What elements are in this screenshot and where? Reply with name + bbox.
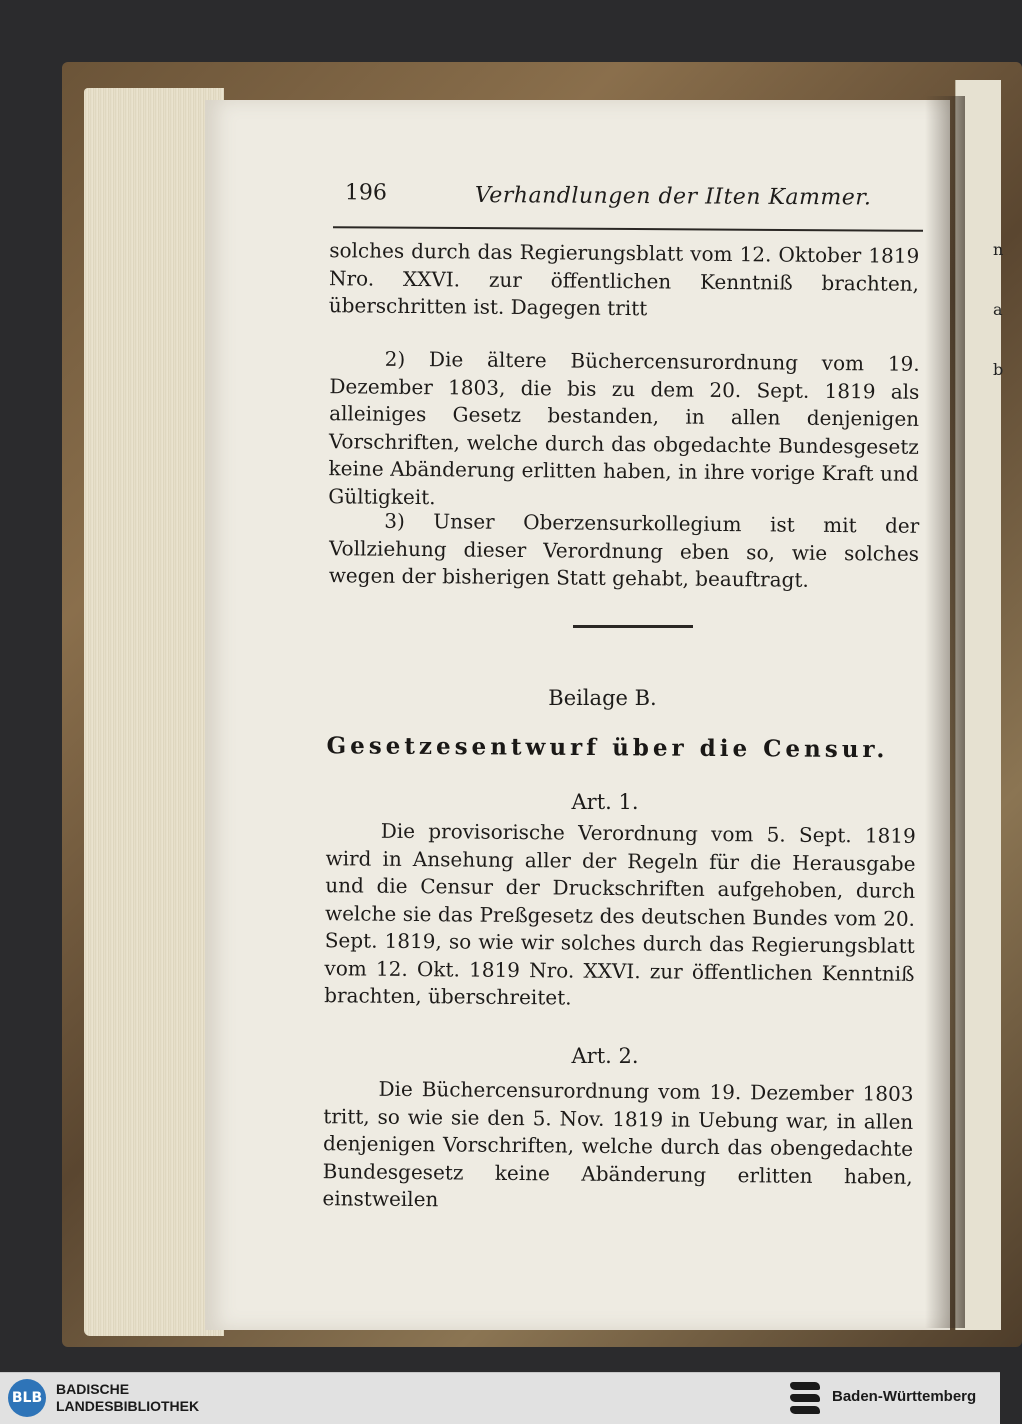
page-number: 196 [344, 180, 388, 206]
running-head: Verhandlungen der IIten Kammer. [474, 183, 872, 211]
header-rule [333, 226, 923, 232]
appendix-label: Beilage B. [548, 686, 657, 710]
library-name: BADISCHE LANDESBIBLIOTHEK [56, 1381, 200, 1414]
lion-icon [790, 1382, 820, 1390]
page-header [335, 180, 925, 211]
item-3-paragraph: 3) Unser Oberzensurkollegium ist mit der Vollziehung dieser Verordnung eben so, wie solches wegen der bisherigen Statt gehabt, beauftragt. [328, 508, 920, 592]
item-2-paragraph: 2) Die ältere Büchercensurordnung vom 19. Dezember 1803, die bis zu dem 20. Sept. 1819 als alleiniges Gesetz bestanden, in allen denjenigen Vorschriften, welche durch das obgedachte Bundesgesetz keine Abänderung erlitten haben, in ihre vorige Kraft und Gültigkeit. [328, 346, 920, 509]
page-block-edge [84, 88, 224, 1336]
appendix-title: Gesetzesentwurf über die Censur. [326, 732, 889, 764]
footer-bar [0, 1372, 1000, 1424]
article-2-heading: Art. 2. [571, 1044, 639, 1068]
facing-page-marks: n a b [993, 240, 1004, 379]
section-divider [573, 625, 693, 628]
spine-shadow [925, 96, 965, 1328]
three-lions-icon[interactable] [790, 1382, 820, 1414]
book-page [205, 100, 950, 1330]
state-name: Baden-Württemberg [832, 1388, 977, 1405]
blb-logo-icon[interactable]: BLB [8, 1379, 46, 1417]
lion-icon [790, 1406, 820, 1414]
continuation-paragraph: solches durch das Regierungsblatt vom 12. Oktober 1819 Nro. XXVI. zur öffentlichen Kenntniß brachten, überschritten ist. Dagegen tritt [328, 238, 920, 321]
lion-icon [790, 1394, 820, 1402]
article-1-text: Die provisorische Verordnung vom 5. Sept. 1819 wird in Ansehung aller der Regeln für die Herausgabe und die Censur der Druckschriften aufgehoben, durch welche sie das Preßgesetz des deutschen Bundes vom 20. Sept. 1819, so wie wir solches durch das Regierungsblatt vom 12. Okt. 1819 Nro. XXVI. zur öffentlichen Kenntniß brachten, überschreitet. [324, 818, 916, 1010]
article-1-heading: Art. 1. [571, 790, 639, 814]
article-2-text: Die Büchercensurordnung vom 19. Dezember 1803 tritt, so wie sie den 5. Nov. 1819 in Uebung war, in allen denjenigen Vorschriften, welche durch das obengedachte Bundesgesetz keine Abänderung erlitten haben, einstweilen [322, 1076, 914, 1212]
